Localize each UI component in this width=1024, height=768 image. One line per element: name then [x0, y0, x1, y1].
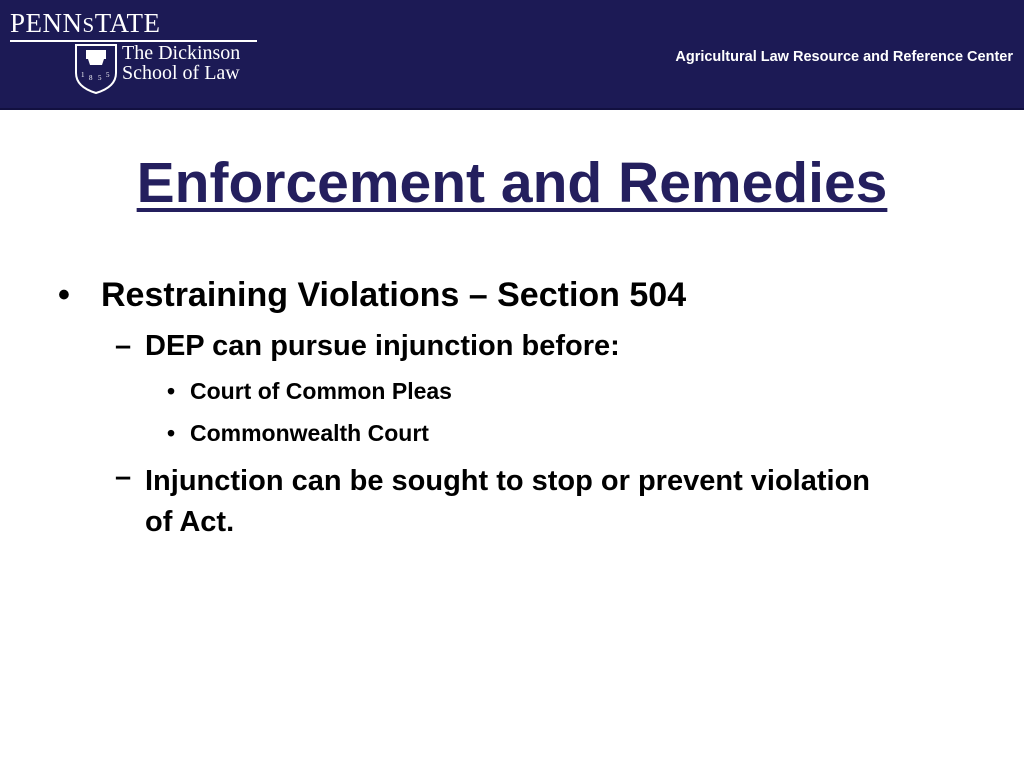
svg-text:1: 1 — [81, 71, 85, 79]
logo-line1: The Dickinson — [122, 42, 241, 64]
header-divider — [0, 108, 1024, 110]
svg-text:5: 5 — [106, 71, 110, 79]
pennstate-logo: PENNSTATE — [10, 8, 161, 38]
bullet-restraining-violations: Restraining Violations – Section 504 — [101, 276, 687, 314]
bullet-marker: • — [167, 420, 176, 446]
dickinson-shield-icon — [74, 43, 118, 95]
list-item-court-common-pleas: Court of Common Pleas — [190, 378, 452, 404]
svg-text:5: 5 — [98, 74, 102, 82]
svg-text:8: 8 — [89, 74, 93, 82]
center-name: Agricultural Law Resource and Reference Center — [675, 49, 1013, 65]
dash-marker: – — [115, 330, 132, 362]
bullet-marker: • — [167, 378, 176, 404]
bullet-marker: • — [58, 276, 70, 314]
logo-line2: School of Law — [122, 62, 240, 84]
sub-bullet-dep-injunction: DEP can pursue injunction before: — [145, 330, 620, 362]
sub-bullet-injunction-purpose: Injunction can be sought to stop or prevent violation of Act. — [145, 465, 871, 538]
header-banner — [0, 0, 1024, 110]
list-item-commonwealth-court: Commonwealth Court — [190, 420, 429, 446]
dickinson-logo-text — [122, 43, 240, 83]
slide-title — [0, 150, 1024, 216]
dash-marker: – — [115, 461, 132, 493]
slide-title-text: Enforcement and Remedies — [136, 151, 888, 215]
